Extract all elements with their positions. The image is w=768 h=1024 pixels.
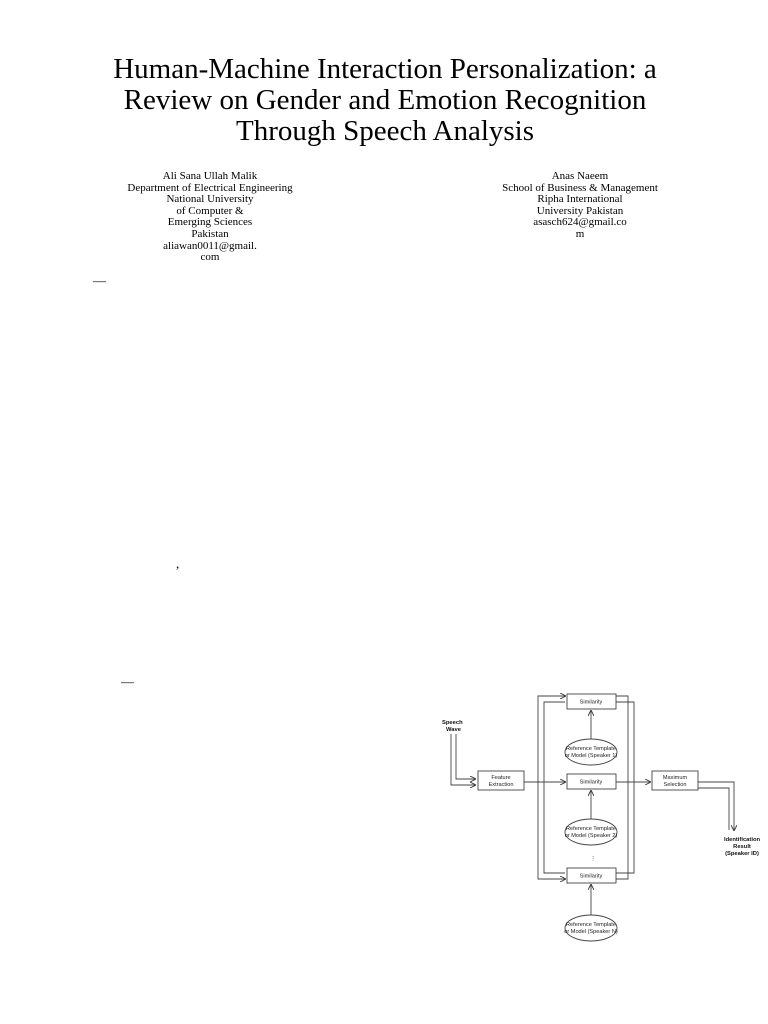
author-name: Ali Sana Ullah Malik [162,170,258,182]
author-block-1 [100,171,320,264]
output-line [698,788,729,830]
input-arrow [451,734,475,785]
reference-model-2 [565,819,617,845]
max-box-label: Maximum [662,775,688,781]
similarity-label: Similarity [579,699,603,706]
author-country: Pakistan [191,227,229,240]
feature-box-label: Feature [491,775,511,781]
title-line: Through Speech Analysis [235,115,534,147]
author-block-2 [470,171,690,241]
stray-comma: , [176,556,180,571]
reference-label: Reference Template [566,922,616,928]
similarity-label: Similarity [579,779,603,786]
title-line: Human-Machine Interaction Personalization: a [113,53,657,85]
paper-title [60,54,710,147]
connector-arrow [538,696,565,782]
input-arrow [456,734,475,779]
connector-line [616,696,628,782]
reference-label: or Model (Speaker 1) [564,753,618,759]
connector-line [616,702,634,782]
output-label: Result [733,844,751,850]
author-affiliation: University Pakistan [536,204,624,217]
feature-box-label: Extraction [488,782,514,788]
connector-line [544,782,565,873]
author-email: aliawan0011@gmail. [163,239,257,252]
author-affiliation: Emerging Sciences [167,216,253,229]
author-email: com [200,251,220,264]
author-affiliation: National University [166,193,254,206]
author-affiliation: Ripha International [537,193,623,206]
output-label: Identification [723,837,761,843]
title-line: Review on Gender and Emotion Recognition [123,84,647,116]
connector-arrow [538,782,565,879]
author-name: Anas Naeem [551,170,609,182]
speaker-identification-diagram [420,682,768,952]
input-label: Wave [446,727,461,733]
author-department: School of Business & Management [502,181,658,194]
reference-model-n [565,915,617,941]
reference-label: or Model (Speaker 2) [564,833,618,839]
connector-line [616,782,628,879]
stray-dash: — [121,674,134,689]
author-department: Department of Electrical Engineering [127,181,293,194]
connector-line [544,702,565,782]
reference-label: Reference Template [566,826,616,832]
reference-model-1 [565,739,617,765]
reference-label: or Model (Speaker N) [564,929,618,935]
reference-label: Reference Template [566,746,616,752]
author-email: m [575,227,585,240]
similarity-label: Similarity [579,873,603,880]
output-label: (Speaker ID) [725,851,759,857]
author-email: asasch624@gmail.co [533,216,627,229]
ellipsis-mark: ⋮ [590,856,596,862]
author-affiliation: of Computer & [176,204,244,217]
input-label: Speech [442,720,463,726]
connector-line [616,782,634,873]
stray-dash: — [93,273,106,288]
max-box-label: Selection [663,782,687,788]
